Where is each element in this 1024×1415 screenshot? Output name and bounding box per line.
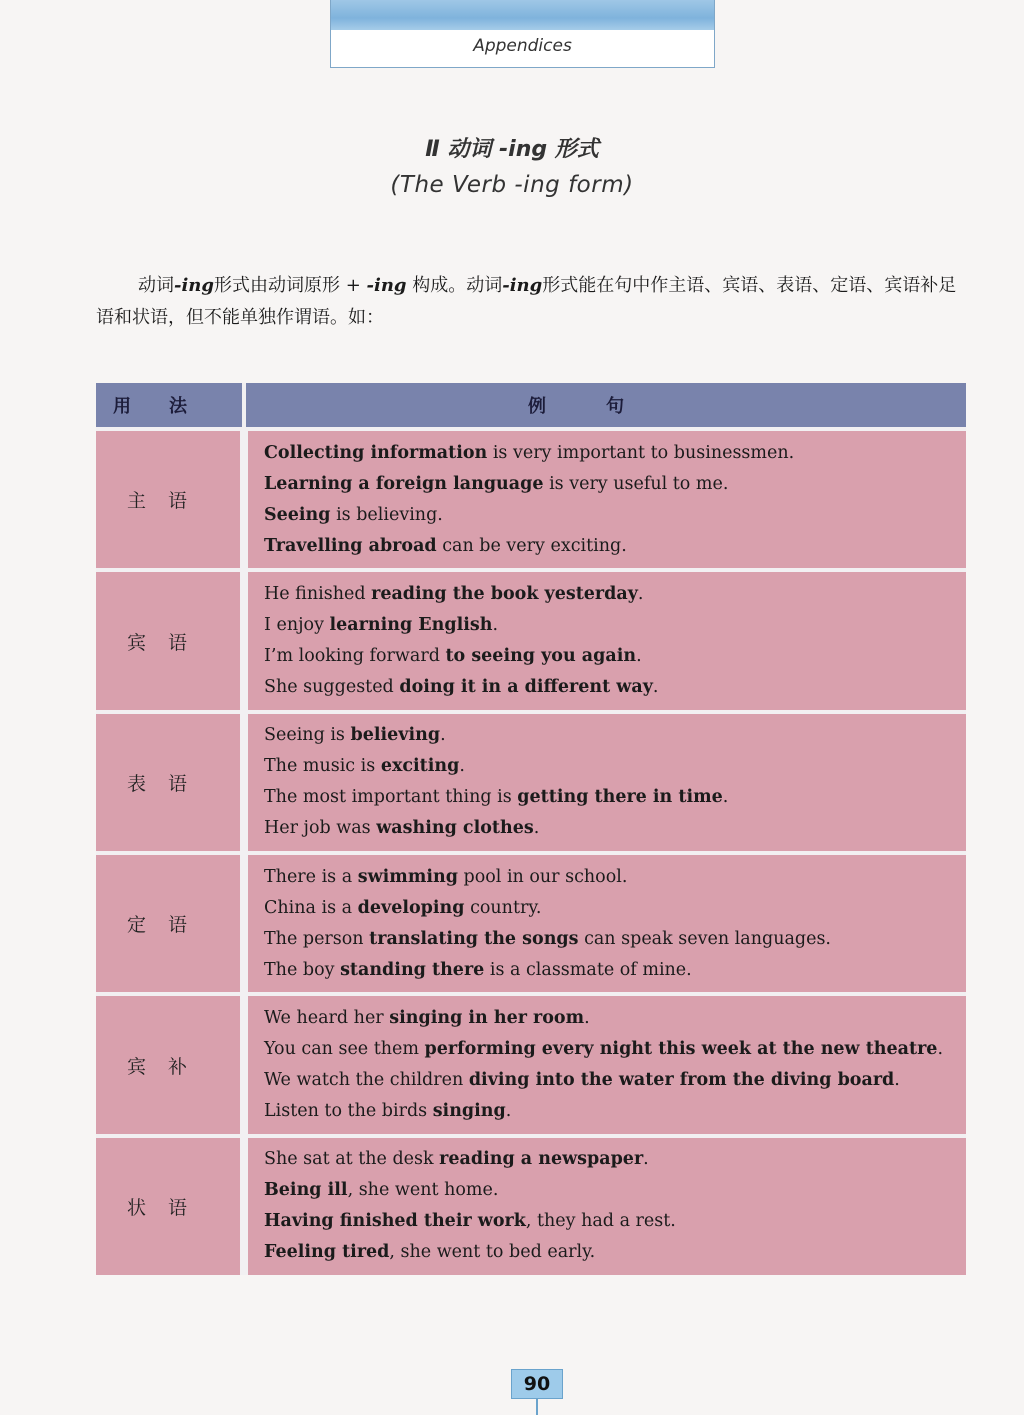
intro-segment: 动词 [138,275,174,296]
sentence-text: . [492,615,499,636]
sentence-text: I’m looking forward [264,646,446,667]
sentence-text: can be very exciting. [436,535,627,556]
sentence-text: . [533,818,540,839]
ing-phrase: Travelling abroad [264,535,437,556]
examples-column-header: 例句 [244,383,966,429]
ing-phrase: Collecting information [264,442,488,463]
sentence-text: There is a [264,866,358,887]
example-sentence [264,1206,966,1237]
ing-phrase: singing in her room [389,1008,585,1029]
sentence-text: , she went to bed early. [389,1242,596,1263]
example-sentence [264,1144,966,1175]
usage-category: 定语 [96,853,244,994]
sentence-text: is very important to businessmen. [487,442,795,463]
sentence-text: . [584,1008,590,1029]
intro-segment: 构成。动词 [406,275,503,296]
table-row [96,429,966,570]
example-sentence [264,813,966,844]
example-sentence [264,1237,966,1268]
example-sentence [264,438,966,469]
sentence-text: pool in our school. [457,866,628,887]
sentence-text: . [637,584,644,605]
table-row [96,994,966,1135]
ing-phrase: washing clothes [376,818,534,839]
sentence-text: The music is [264,756,381,777]
usage-column-header: 用法 [96,383,244,429]
sentence-text: . [459,756,465,777]
example-sentence [264,641,966,672]
ing-phrase: getting there in time [517,787,723,808]
sentence-text: . [937,1039,944,1060]
sentence-text: is believing. [330,504,443,525]
page-number-strip [536,1399,538,1415]
ing-phrase: doing it in a different way [399,677,653,698]
page-number: 90 [511,1369,563,1399]
example-sentence [264,862,966,893]
sentence-text: , she went home. [347,1180,499,1201]
sentence-text: The boy [264,959,341,980]
ing-phrase: reading the book yesterday [371,584,638,605]
ing-phrase: performing every night this week at the new theatre [424,1039,938,1060]
example-sentence [264,1065,966,1096]
sentence-text: We watch the children [264,1070,469,1091]
table-row [96,570,966,711]
usage-category: 状语 [96,1136,244,1275]
example-sentence [264,924,966,955]
sentence-text: Seeing is [264,725,351,746]
intro-segment: -ing [502,275,543,296]
sentence-text: He finished [264,584,372,605]
sentence-text: Her job was [264,818,377,839]
intro-segment: -ing [174,275,214,296]
example-sentence [264,1096,966,1127]
ing-phrase: learning English [329,615,493,636]
ing-phrase: swimming [357,866,458,887]
sentence-text: You can see them [264,1039,425,1060]
example-sentence [264,1175,966,1206]
example-sentence [264,720,966,751]
water-banner-image [331,0,714,30]
example-sentences [244,429,966,570]
sentence-text: . [643,1149,649,1170]
usage-table [96,383,966,1275]
example-sentence [264,500,966,531]
section-subtitle: (The Verb -ing form) [390,172,634,198]
table-row [96,1136,966,1275]
ing-phrase: standing there [340,959,485,980]
ing-phrase: to seeing you again [445,646,637,667]
sentence-text: . [636,646,642,667]
sentence-text: is a classmate of mine. [484,959,692,980]
example-sentence [264,672,966,703]
ing-phrase: Learning a foreign language [264,473,544,494]
ing-phrase: reading a newspaper [439,1149,644,1170]
sentence-text: country. [464,897,542,918]
intro-segment: -ing [366,275,407,296]
example-sentence [264,751,966,782]
sentence-text: . [440,725,446,746]
section-title: Ⅱ 动词 -ing 形式 [425,137,599,162]
example-sentence [264,469,966,500]
example-sentence [264,1003,966,1034]
sentence-text: . [722,787,729,808]
ing-phrase: translating the songs [369,928,579,949]
example-sentences [244,570,966,711]
sentence-text: is very useful to me. [543,473,729,494]
sentence-text: We heard her [264,1008,390,1029]
sentence-text: . [505,1101,512,1122]
ing-phrase: diving into the water from the diving board [468,1070,895,1091]
ing-phrase: Being ill [264,1180,348,1201]
usage-category: 宾补 [96,994,244,1135]
example-sentences [244,1136,966,1275]
example-sentence [264,1034,966,1065]
example-sentence [264,893,966,924]
ing-phrase: Feeling tired [264,1242,390,1263]
sentence-text: She suggested [264,677,400,698]
ing-phrase: singing [432,1101,506,1122]
usage-category: 主语 [96,429,244,570]
section-label: Appendices [473,36,572,56]
ing-phrase: exciting [380,756,460,777]
sentence-text: Listen to the birds [264,1101,433,1122]
intro-paragraph [96,270,958,334]
example-sentences [244,853,966,994]
ing-phrase: believing [350,725,441,746]
example-sentence [264,531,966,562]
example-sentences [244,994,966,1135]
sentence-text: The most important thing is [264,787,518,808]
example-sentence [264,782,966,813]
table-row [96,712,966,853]
example-sentence [264,955,966,986]
sentence-text: , they had a rest. [525,1211,676,1232]
ing-phrase: developing [357,897,465,918]
sentence-text: China is a [264,897,358,918]
sentence-text: can speak seven languages. [578,928,831,949]
usage-category: 表语 [96,712,244,853]
intro-segment: 形式能在句中作主语、宾语、表语、定语、宾语补足语和状语，但不能单独作谓语。如： [96,275,957,328]
sentence-text: I enjoy [264,615,330,636]
ing-phrase: Seeing [264,504,331,525]
usage-category: 宾语 [96,570,244,711]
appendices-header-band [330,0,715,68]
sentence-text: . [894,1070,900,1091]
table-header-row [96,383,966,429]
example-sentence [264,610,966,641]
example-sentence [264,579,966,610]
ing-phrase: Having finished their work [264,1211,526,1232]
sentence-text: She sat at the desk [264,1149,440,1170]
sentence-text: . [652,677,659,698]
intro-segment: 形式由动词原形 + [213,275,367,296]
table-row [96,853,966,994]
example-sentences [244,712,966,853]
sentence-text: The person [264,928,370,949]
